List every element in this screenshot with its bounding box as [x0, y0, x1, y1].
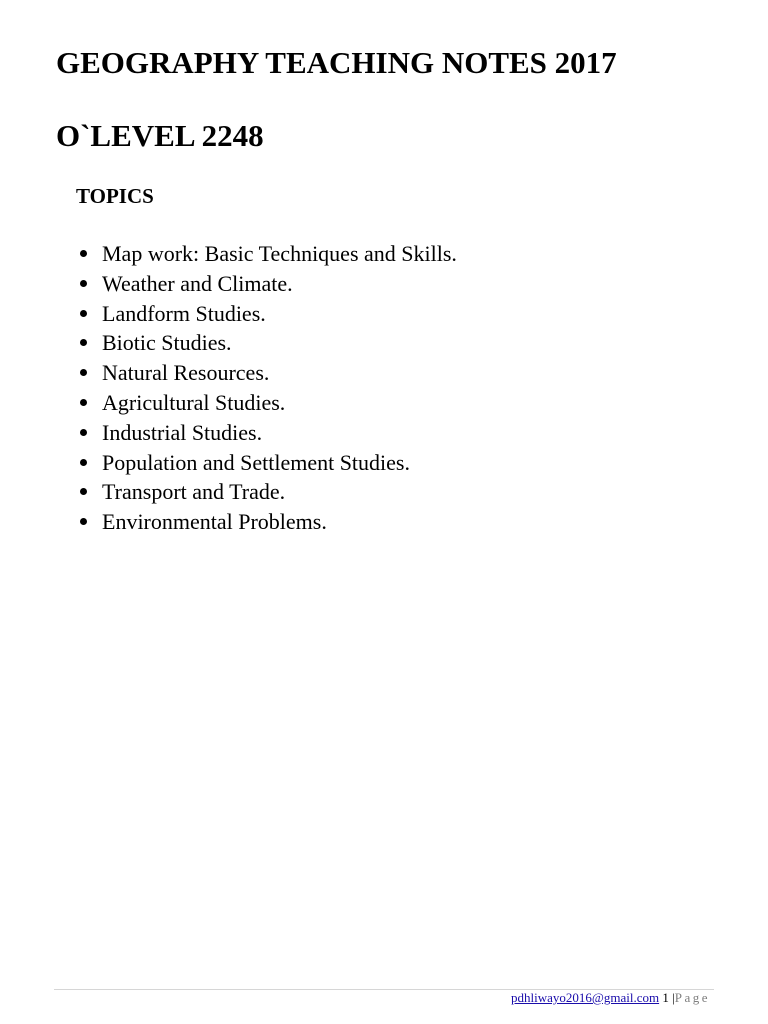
topic-item: [78, 508, 457, 538]
topic-item: [78, 419, 457, 449]
topics-list: [78, 240, 457, 538]
document-subtitle: O`LEVEL 2248: [56, 118, 264, 153]
topic-item: [78, 449, 457, 479]
bullet-icon: [80, 518, 87, 525]
topic-item: [78, 240, 457, 270]
bullet-icon: [80, 369, 87, 376]
bullet-icon: [80, 280, 87, 287]
topic-label: Biotic Studies.: [102, 330, 232, 356]
topic-item: [78, 478, 457, 508]
topic-item: [78, 359, 457, 389]
topic-item: [78, 329, 457, 359]
topics-heading: TOPICS: [76, 184, 154, 208]
footer-email-link[interactable]: pdhliwayo2016@gmail.com: [511, 990, 660, 1005]
bullet-icon: [80, 399, 87, 406]
bullet-icon: [80, 250, 87, 257]
topic-label: Environmental Problems.: [102, 509, 327, 535]
topic-label: Landform Studies.: [102, 300, 266, 326]
topic-label: Map work: Basic Techniques and Skills.: [102, 241, 457, 266]
page-footer: [511, 990, 710, 1006]
bullet-icon: [80, 429, 87, 436]
topic-label: Transport and Trade.: [102, 479, 286, 505]
footer-separator: |: [672, 990, 675, 1005]
footer-page-label: Page: [674, 990, 710, 1005]
bullet-icon: [80, 459, 87, 466]
topic-label: Natural Resources.: [102, 360, 270, 386]
topic-label: Industrial Studies.: [102, 419, 263, 445]
topic-label: Weather and Climate.: [102, 270, 293, 296]
topic-item: [78, 270, 457, 300]
bullet-icon: [80, 339, 87, 346]
footer-page-number: 1: [662, 990, 669, 1005]
document-title: GEOGRAPHY TEACHING NOTES 2017: [56, 45, 617, 80]
topic-label: Agricultural Studies.: [102, 389, 286, 415]
bullet-icon: [80, 310, 87, 317]
topic-item: [78, 389, 457, 419]
bullet-icon: [80, 488, 87, 495]
topic-label: Population and Settlement Studies.: [102, 449, 410, 475]
topic-item: [78, 300, 457, 330]
